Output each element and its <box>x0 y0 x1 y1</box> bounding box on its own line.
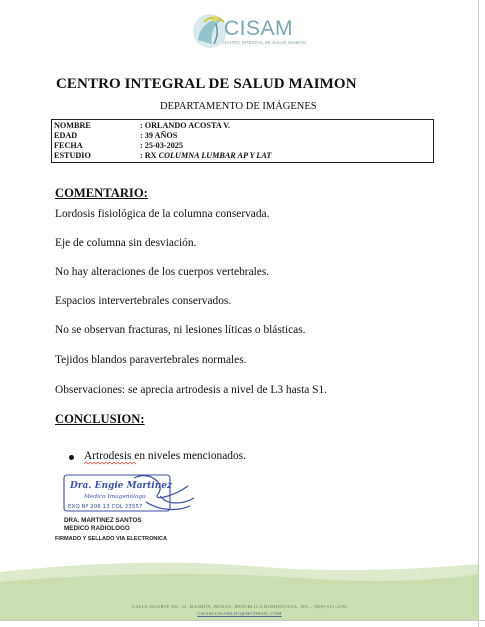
comentario-line: No se observan fracturas, ni lesiones líticas o blásticas. <box>55 324 306 336</box>
info-label: NOMBRE <box>54 121 91 130</box>
comentario-line: Tejidos blandos paravertebrales normales. <box>55 354 247 366</box>
stamp-title: Medico Imagenólogo <box>84 494 146 500</box>
info-label: EDAD <box>54 131 78 140</box>
info-value: : 39 AÑOS <box>140 131 178 140</box>
comentario-line: Lordosis fisiológica de la columna conservada. <box>55 208 270 220</box>
study-name: COLUMNA LUMBAR AP Y LAT <box>158 151 272 160</box>
footer-email-link[interactable]: CISAM.CISAMLDO@HOTMAIL.COM <box>197 611 282 616</box>
comentario-line: Observaciones: se aprecia artrodesis a nivel de L3 hasta S1. <box>55 384 328 396</box>
comentario-line: Espacios intervertebrales conservados. <box>55 295 232 307</box>
comentario-heading: COMENTARIO: <box>55 186 148 200</box>
study-prefix: : RX <box>140 151 159 160</box>
comentario-line: Eje de columna sin desviación. <box>55 237 197 249</box>
spellcheck-underline-icon <box>84 462 136 465</box>
signer-title: MEDICO RADIOLOGO <box>64 525 130 532</box>
info-value <box>140 151 271 161</box>
info-label: ESTUDIO <box>54 151 91 160</box>
stamp-name: Dra. Engie Martinez <box>70 481 173 491</box>
logo-wordmark: CISAM <box>224 17 294 40</box>
signer-name: DRA. MARTINEZ SANTOS <box>64 517 142 524</box>
info-value: : 25-03-2025 <box>140 141 183 150</box>
signature-note: FIRMADO Y SELLADO VIA ELECTRONICA <box>55 536 168 542</box>
footer-address: CALLE DUARTE NO. 33, MAIMÓN, BONAO, REPUBLICA DOMINICANA, TEL.: (809)-551-2190 <box>131 604 348 609</box>
stamp-number: EXQ Nº 206 13 COL 23557 <box>68 504 143 510</box>
conclusion-heading: CONCLUSION: <box>55 412 145 426</box>
info-label: FECHA <box>54 141 83 150</box>
conclusion-item: Artrodesis en niveles mencionados. <box>84 450 246 462</box>
page-edge-bottom <box>0 620 485 621</box>
bullet-icon <box>69 455 74 460</box>
department-title: DEPARTAMENTO DE IMÁGENES <box>160 101 317 112</box>
comentario-line: No hay alteraciones de los cuerpos vertebrales. <box>55 266 270 278</box>
footer-email <box>0 611 479 616</box>
page-edge-right <box>478 0 479 627</box>
info-value: : ORLANDO ACOSTA V. <box>140 121 231 130</box>
signature-stamp <box>62 472 197 516</box>
logo-subtitle: CENTRO INTEGRAL DE SALUD MAIMON <box>222 40 307 45</box>
document-title: CENTRO INTEGRAL DE SALUD MAIMON <box>56 76 357 92</box>
patient-info-box <box>51 119 434 163</box>
